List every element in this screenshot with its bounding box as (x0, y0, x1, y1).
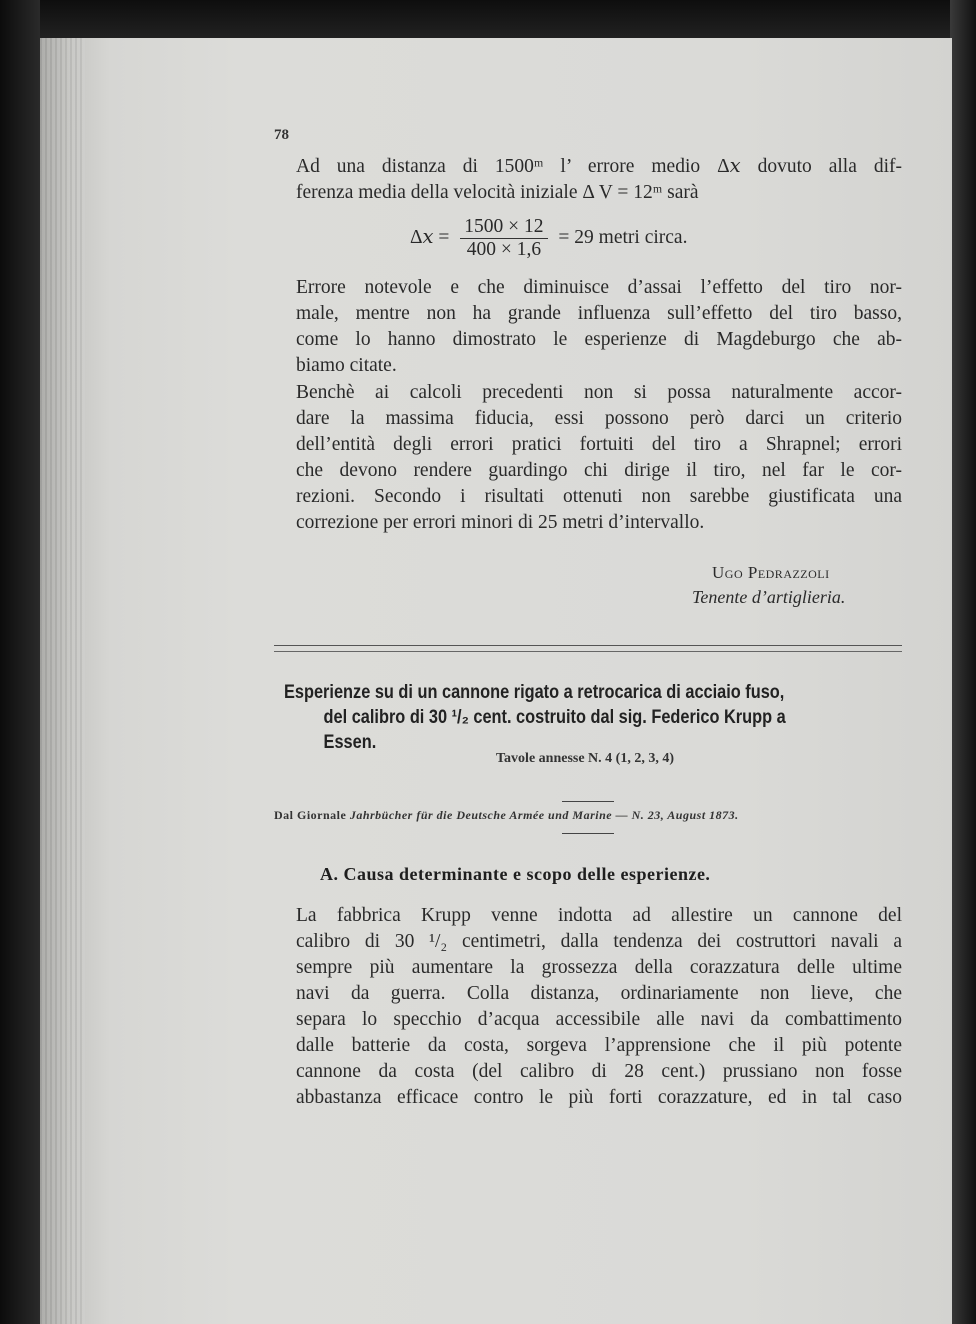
text-line: male, mentre non ha grande influenza sull’effetto del tiro basso, (296, 303, 902, 324)
book-page (40, 38, 952, 1324)
text-line: sempre più aumentare la grossezza della corazzatura delle ultime (296, 957, 902, 978)
article-title-line: del calibro di 30 ¹/₂ cent. costruito dal sig. Federico Krupp a (323, 707, 786, 728)
page-number: 78 (274, 127, 289, 143)
paragraph-1 (274, 275, 902, 379)
source-prefix: Dal Giornale (274, 808, 347, 822)
paragraph-2 (274, 380, 902, 536)
section-divider (274, 645, 902, 652)
formula-numerator: 1500 × 12 (460, 216, 547, 239)
text-line: dell’entità degli errori pratici fortuiti del tiro a Shrapnel; errori (296, 434, 902, 455)
text-line: Errore notevole e che diminuisce d’assai l’effetto del tiro nor- (296, 277, 902, 298)
source-issue: — N. 23, August 1873. (615, 808, 739, 822)
signature-name: Ugo Pedrazzoli (712, 563, 830, 582)
text-line: Benchè ai calcoli precedenti non si possa naturalmente accor- (296, 382, 902, 403)
text-line: separa lo specchio d’acqua accessibile alle navi da combattimento (296, 1009, 902, 1030)
text-line: che devono rendere guardingo chi dirige il tiro, nel far le cor- (296, 460, 902, 481)
article-title-line: Essen. (323, 732, 377, 753)
article-body (274, 903, 902, 1111)
text-line: cannone da costa (del calibro di 28 cent.) prussiano non fosse (296, 1061, 902, 1082)
short-rule (562, 801, 614, 802)
text-line: calibro di 30 ¹/₂ centimetri, dalla tendenza dei costruttori navali a (296, 931, 902, 952)
source-journal: Jahrbücher für die Deutsche Armée und Marine (349, 808, 613, 822)
text-line: abbastanza efficace contro le più forti corazzature, ed in tal caso (296, 1087, 902, 1108)
signature-rank: Tenente d’artiglieria. (692, 587, 846, 607)
text-line: La fabbrica Krupp venne indotta ad allestire un cannone del (296, 905, 902, 926)
scan-border-top (0, 0, 976, 40)
plates-note: Tavole annesse N. 4 (1, 2, 3, 4) (496, 751, 674, 766)
source-line (274, 808, 902, 823)
text-line: dalle batterie da costa, sorgeva l’apprensione che il più potente (296, 1035, 902, 1056)
text-line: come lo hanno dimostrato le esperienze di Magdeburgo che ab- (296, 329, 902, 350)
formula (410, 216, 830, 266)
scan-border-left (0, 0, 40, 1324)
text-line: navi da guerra. Colla distanza, ordinariamente non lieve, che (296, 983, 902, 1004)
text-line: dare la massima fiducia, essi possono però darci un criterio (296, 408, 902, 429)
short-rule (562, 833, 614, 834)
text-line: rezioni. Secondo i risultati ottenuti non sarebbe giustificata una (296, 486, 902, 507)
formula-denominator: 400 × 1,6 (466, 239, 542, 260)
text-line: ferenza media della velocità iniziale Δ V = 12ᵐ sarà (296, 182, 699, 203)
formula-rhs: = 29 metri circa. (558, 226, 688, 248)
text-line: Ad una distanza di 1500ᵐ l’ errore medio Δ𝑥 dovuto alla dif- (296, 156, 902, 177)
intro-paragraph (274, 154, 902, 206)
page-stack-edges (40, 38, 85, 1324)
text-line: correzione per errori minori di 25 metri d’intervallo. (296, 512, 705, 533)
formula-lhs: Δ𝑥 = (410, 226, 450, 248)
scan-border-right (950, 0, 976, 1324)
text-line: biamo citate. (296, 355, 397, 376)
article-title-line: Esperienze su di un cannone rigato a retrocarica di acciaio fuso, (284, 682, 785, 703)
article-title (284, 680, 809, 755)
formula-fraction (460, 216, 547, 261)
section-heading: A. Causa determinante e scopo delle esperienze. (320, 864, 711, 884)
